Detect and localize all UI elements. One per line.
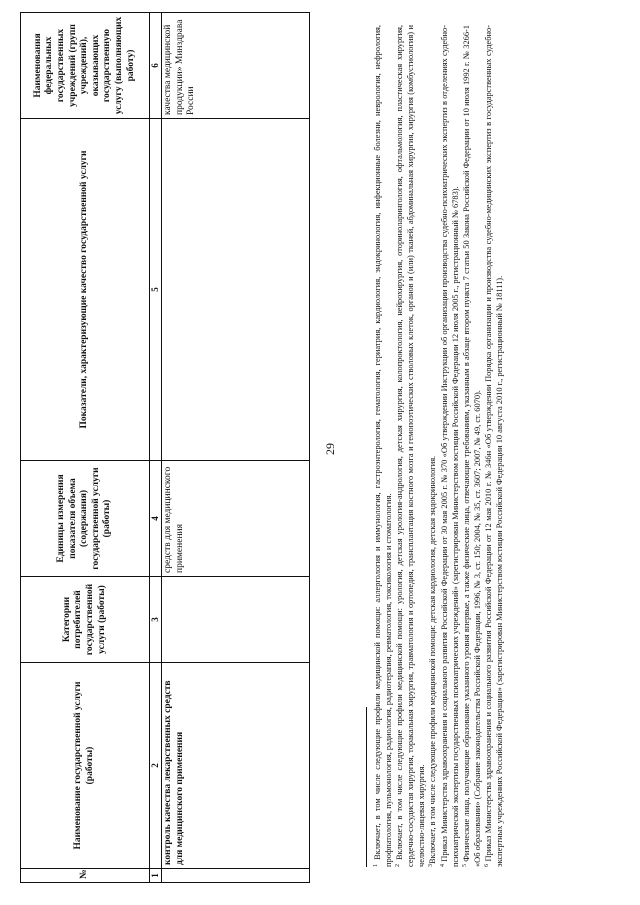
footnote-mark: 1: [373, 864, 379, 867]
cell-number: [162, 869, 310, 883]
column-number: 6: [150, 13, 162, 119]
header-service-name: Наименование государственной услуги (работы): [21, 663, 150, 869]
table-header-row: [21, 13, 150, 883]
header-number: №: [21, 869, 150, 883]
footnote: [427, 25, 438, 867]
footnote: [461, 25, 483, 867]
footnote-mark: 3: [428, 864, 435, 867]
column-number: 5: [150, 119, 162, 461]
footnote-text: Приказ Министерства здравоохранения и социального развития Российской Федерации от 30 мая 2005 г. № 370 «Об утверждении Инструкции об организации производства судебно-психиатрических экспертиз в отделениях судебно-психиатрической экспертизы государственных психиатрических учреждений» (зарегистрирован Министерством юстиции Российской Федерации 12 июля 2005 г., регистрационный № 6783).: [439, 25, 460, 867]
cell-quality-indicators: [162, 119, 310, 461]
footnote-text: Включает, в том числе следующие профили медицинской помощи: детская кардиология, детская эндокринология.: [428, 455, 438, 864]
column-number: 2: [150, 663, 162, 869]
footnote-text: Физические лица, получающие образование указанного уровня впервые, а также физические лица, отвечающие требованиям, указанным в абзаце втором пункта 7 статьи 50 Закона Российской Федерации от 10 июля 1992 г. № 3266-1 «Об образовании» (Собрание законодательства Российской Федерации, 1996, № 3, ст. 150; 2004, № 35, ст. 3607; 2007, № 49, ст. 6070).: [461, 25, 482, 867]
footnotes: [372, 25, 505, 867]
column-number: 4: [150, 461, 162, 577]
cell-volume-units: средств для медицинского применения: [162, 461, 310, 577]
services-table: [20, 12, 310, 883]
footnote: [483, 25, 505, 867]
page-number: 29: [323, 443, 337, 455]
footnote-mark: 6: [483, 864, 490, 867]
cell-service-name: контроль качества лекарственных средств для медицинского применения: [162, 663, 310, 869]
column-number: 3: [150, 577, 162, 663]
header-volume-units: Единицы измерения показателя объема (содержания) государственной услуги (работы): [21, 461, 150, 577]
header-quality-indicators: Показатели, характеризующие качество государственной услуги: [21, 119, 150, 461]
footnote-mark: 5: [461, 864, 468, 867]
cell-consumer-categories: [162, 577, 310, 663]
footnote-mark: 4: [439, 864, 446, 867]
header-institutions: Наименования федеральных государственных учреждений (групп учреждений), оказывающих государственную услугу (выполняющих работу): [21, 13, 150, 119]
table-row: [162, 13, 310, 883]
footnote-text: Включает, в том числе следующие профили медицинской помощи: аллергология и иммунология, гастроэнтерология, гематология, гериатрия, кардиология, эндокринология, инфекционные болезни, неврология, нефрология, профпатология, пульмонология, радиология, радиотерапия, ревматология, токсикология и стоматология.: [373, 24, 394, 867]
footnote: [394, 25, 427, 867]
footnote-text: Включает, в том числе следующие профили медицинской помощи: урология, детская урология-андрология, детская хирургия, колопроктология, нейрохирургия, оториноларингология, офтальмология, пластическая хирургия, сердечно-сосудистая хирургия, торакальная хирургия, травматология и ортопедия, трансплантация костного мозга и гемопоэтических стволовых клеток, органов и (или) тканей, абдоминальная хирургия, хирургия (комбустиология) и челюстно-лицевая хирургия.: [395, 24, 427, 867]
column-number-row: [150, 13, 162, 883]
footnote: [439, 25, 461, 867]
footnote-divider: [366, 707, 367, 867]
column-number: 1: [150, 869, 162, 883]
footnote: [372, 25, 394, 867]
footnote-text: Приказ Министерства здравоохранения и социального развития Российской Федерации от 12 мая 2010 г. № 346н «Об утверждении Порядка организации и производства судебно-медицинских экспертиз в государственных судебно-экспертных учреждениях Российской Федерации» (зарегистрирован Министерством юстиции Российской Федерации 10 августа 2010 г., регистрационный № 18111).: [483, 25, 505, 867]
cell-institutions: качества медицинской продукции» Минздрава России: [162, 13, 310, 119]
footnote-mark: 2: [395, 864, 402, 867]
header-consumer-categories: Категории потребителей государственной услуги (работы): [21, 577, 150, 663]
